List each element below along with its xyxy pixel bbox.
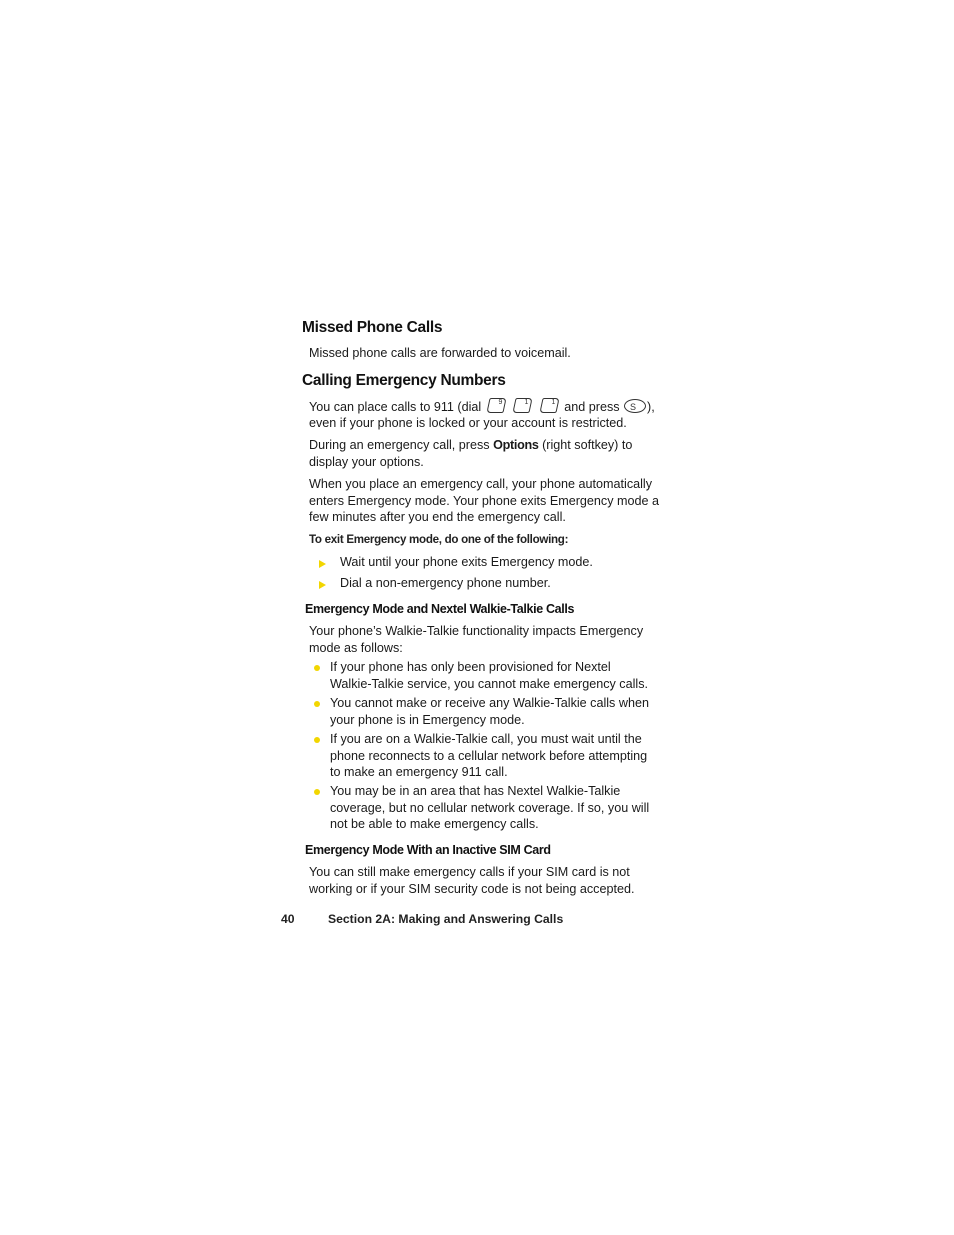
key-1b-label: 1 bbox=[551, 399, 556, 406]
bullet-line: If your phone has only been provisioned for Nextel bbox=[330, 660, 611, 674]
bullet-line: coverage, but no cellular network coverage. If so, you will bbox=[330, 800, 650, 815]
p1-after: ), bbox=[647, 400, 655, 414]
missed-calls-text: Missed phone calls are forwarded to voicemail. bbox=[309, 346, 571, 360]
bullet-line: Walkie-Talkie service, you cannot make emergency calls. bbox=[330, 676, 648, 691]
emergency-paragraph-3 bbox=[309, 476, 659, 526]
step-item: Wait until your phone exits Emergency mode. bbox=[340, 555, 593, 569]
bullet-dot-icon bbox=[314, 789, 320, 795]
walkie-bullet-item bbox=[330, 783, 649, 833]
key-9-label: 9 bbox=[498, 399, 503, 406]
subsection-heading-inactive-sim: Emergency Mode With an Inactive SIM Card bbox=[305, 843, 551, 857]
options-softkey-label: Options bbox=[493, 438, 539, 452]
p2-pre: During an emergency call, press bbox=[309, 438, 490, 452]
bullet-dot-icon bbox=[314, 737, 320, 743]
send-key-icon bbox=[624, 399, 646, 413]
p1-before: You can place calls to 911 (dial bbox=[309, 400, 482, 414]
subsection-heading-walkie-talkie: Emergency Mode and Nextel Walkie-Talkie Calls bbox=[305, 602, 575, 616]
emergency-paragraph-2 bbox=[309, 437, 632, 454]
sim-line: working or if your SIM security code is not being accepted. bbox=[309, 881, 635, 896]
key-1-icon bbox=[513, 398, 533, 413]
key-1-icon bbox=[539, 398, 559, 413]
bullet-line: your phone is in Emergency mode. bbox=[330, 712, 525, 727]
walkie-bullet-item bbox=[330, 695, 649, 728]
emergency-paragraph-1 bbox=[309, 398, 655, 416]
bullet-dot-icon bbox=[314, 701, 320, 707]
section-heading-emergency: Calling Emergency Numbers bbox=[302, 372, 506, 389]
walkie-intro-line: mode as follows: bbox=[309, 640, 403, 655]
page-number: 40 bbox=[281, 912, 295, 926]
p2-post: (right softkey) to bbox=[542, 438, 633, 452]
emergency-paragraph-2-line-2: display your options. bbox=[309, 455, 424, 469]
bullet-line: If you are on a Walkie-Talkie call, you must wait until the bbox=[330, 732, 642, 746]
key-1-label: 1 bbox=[524, 399, 529, 406]
key-9-icon bbox=[486, 398, 506, 413]
sim-paragraph bbox=[309, 864, 635, 897]
walkie-intro-line: Your phone’s Walkie-Talkie functionality impacts Emergency bbox=[309, 624, 644, 638]
procedure-title: To exit Emergency mode, do one of the following: bbox=[309, 533, 569, 546]
bullet-line: to make an emergency 911 call. bbox=[330, 765, 508, 780]
footer-section-title: Section 2A: Making and Answering Calls bbox=[328, 912, 564, 926]
walkie-bullet-item bbox=[330, 731, 647, 781]
send-key-label: S bbox=[630, 402, 637, 412]
p3-line: enters Emergency mode. Your phone exits Emergency mode a bbox=[309, 493, 660, 508]
bullet-line: You cannot make or receive any Walkie-Talkie calls when bbox=[330, 696, 649, 710]
bullet-dot-icon bbox=[314, 665, 320, 671]
walkie-bullet-item bbox=[330, 659, 648, 692]
step-arrow-icon bbox=[319, 581, 326, 589]
bullet-line: You may be in an area that has Nextel Walkie-Talkie bbox=[330, 784, 621, 798]
step-item: Dial a non-emergency phone number. bbox=[340, 576, 551, 590]
bullet-line: not be able to make emergency calls. bbox=[330, 817, 539, 832]
step-arrow-icon bbox=[319, 560, 326, 568]
emergency-paragraph-1-line-2: even if your phone is locked or your account is restricted. bbox=[309, 416, 627, 430]
section-heading-missed-calls: Missed Phone Calls bbox=[302, 319, 443, 336]
p3-line: When you place an emergency call, your phone automatically bbox=[309, 477, 653, 491]
p1-and-press: and press bbox=[564, 400, 620, 414]
bullet-line: phone reconnects to a cellular network before attempting bbox=[330, 748, 648, 763]
walkie-intro bbox=[309, 623, 643, 656]
p3-line: few minutes after you end the emergency call. bbox=[309, 510, 566, 525]
sim-line: You can still make emergency calls if your SIM card is not bbox=[309, 865, 630, 879]
